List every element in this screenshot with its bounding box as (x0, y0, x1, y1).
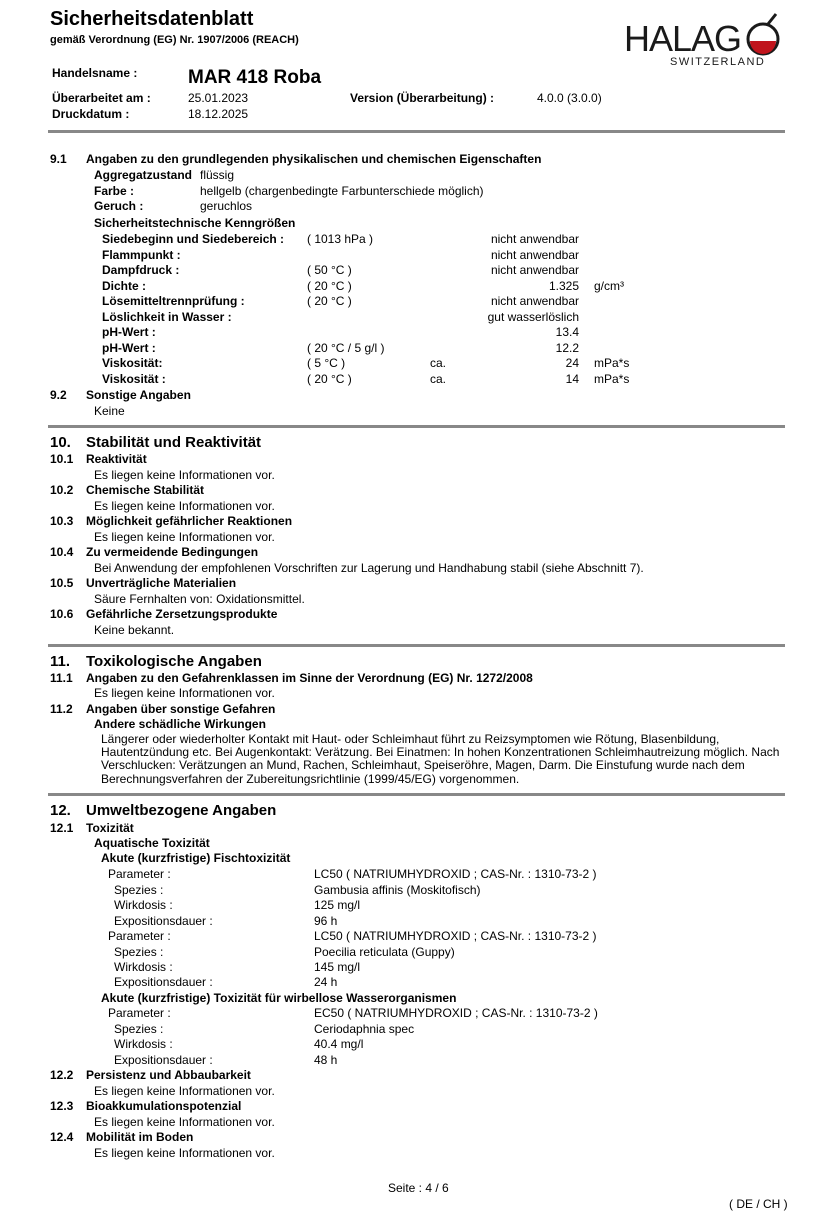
prop-value: nicht anwendbar (490, 232, 579, 246)
section-title: Möglichkeit gefährlicher Reaktionen (86, 514, 293, 528)
section-title: Angaben zu den grundlegenden physikalischen und chemischen Eigenschaften (86, 152, 542, 166)
section-title: Reaktivität (86, 452, 147, 466)
dose-value: 145 mg/l (314, 960, 361, 974)
print-date: 18.12.2025 (188, 107, 249, 121)
halag-logo (620, 8, 790, 72)
prop-label: Dichte : (102, 279, 147, 293)
chapter-number: 10. (50, 434, 71, 451)
prop-label: Lösemitteltrennprüfung : (102, 294, 245, 308)
species-value: Ceriodaphnia spec (314, 1022, 415, 1036)
duration-label: Expositionsdauer : (114, 1053, 213, 1067)
prop-approx: ca. (430, 372, 447, 386)
subsection-heading: Aquatische Toxizität (94, 836, 210, 850)
duration-label: Expositionsdauer : (114, 975, 213, 989)
section-title: Sonstige Angaben (86, 388, 191, 402)
section-text: Keine (94, 404, 125, 418)
dose-value: 40.4 mg/l (314, 1037, 364, 1051)
print-date-label: Druckdatum : (52, 107, 130, 121)
prop-value: 14 (565, 372, 579, 386)
section-number: 10.5 (50, 576, 74, 590)
section-number: 12.3 (50, 1099, 74, 1113)
header-divider (48, 130, 785, 133)
section-title: Toxizität (86, 821, 134, 835)
prop-label: Viskosität : (102, 372, 166, 386)
param-value: LC50 ( NATRIUMHYDROXID ; CAS-Nr. : 1310-73-2 ) (314, 929, 597, 943)
section-number: 12.2 (50, 1068, 74, 1082)
dose-value: 125 mg/l (314, 898, 361, 912)
section-title: Bioakkumulationspotenzial (86, 1099, 242, 1113)
param-value: LC50 ( NATRIUMHYDROXID ; CAS-Nr. : 1310-73-2 ) (314, 867, 597, 881)
prop-label: pH-Wert : (102, 325, 156, 339)
duration-value: 24 h (314, 975, 338, 989)
logo-word: HALAG (624, 18, 742, 59)
prop-label: Siedebeginn und Siedebereich : (102, 232, 285, 246)
section-number: 12.1 (50, 821, 74, 835)
chapter-title: Stabilität und Reaktivität (86, 434, 262, 451)
section-text: Es liegen keine Informationen vor. (94, 530, 275, 544)
param-label: Parameter : (108, 1006, 171, 1020)
section-number: 10.1 (50, 452, 74, 466)
section-text: Es liegen keine Informationen vor. (94, 1084, 275, 1098)
document-subtitle: gemäß Verordnung (EG) Nr. 1907/2006 (REACH) (50, 34, 299, 46)
param-value: EC50 ( NATRIUMHYDROXID ; CAS-Nr. : 1310-73-2 ) (314, 1006, 598, 1020)
section-text: Es liegen keine Informationen vor. (94, 1115, 275, 1129)
section-title: Angaben zu den Gefahrenklassen im Sinne der Verordnung (EG) Nr. 1272/2008 (86, 671, 533, 685)
prop-condition: ( 20 °C / 5 g/l ) (307, 341, 385, 355)
version-value: 4.0.0 (3.0.0) (537, 91, 602, 105)
prop-label: pH-Wert : (102, 341, 156, 355)
trade-name-label: Handelsname : (52, 66, 138, 80)
section-title: Chemische Stabilität (86, 483, 205, 497)
dose-label: Wirkdosis : (114, 960, 173, 974)
section-number: 10.2 (50, 483, 74, 497)
property-value: hellgelb (chargenbedingte Farbunterschiede möglich) (200, 184, 484, 198)
prop-condition: ( 20 °C ) (307, 294, 352, 308)
prop-label: Viskosität: (102, 356, 163, 370)
prop-value: 24 (565, 356, 579, 370)
prop-condition: ( 20 °C ) (307, 372, 352, 386)
prop-unit: mPa*s (594, 372, 630, 386)
prop-unit: mPa*s (594, 356, 630, 370)
property-value: flüssig (200, 168, 235, 182)
property-label: Aggregatzustand (94, 168, 193, 182)
version-label: Version (Überarbeitung) : (350, 91, 495, 105)
dose-label: Wirkdosis : (114, 898, 173, 912)
dose-label: Wirkdosis : (114, 1037, 173, 1051)
chapter-number: 11. (50, 653, 71, 670)
prop-approx: ca. (430, 356, 447, 370)
section-number: 12.4 (50, 1130, 74, 1144)
flask-icon (746, 12, 782, 56)
species-value: Gambusia affinis (Moskitofisch) (314, 883, 481, 897)
prop-condition: ( 50 °C ) (307, 263, 352, 277)
section-text: Säure Fernhalten von: Oxidationsmittel. (94, 592, 305, 606)
property-value: geruchlos (200, 199, 253, 213)
section-text: Es liegen keine Informationen vor. (94, 468, 275, 482)
chapter-title: Umweltbezogene Angaben (86, 802, 277, 819)
section-number: 11.2 (50, 702, 73, 716)
prop-value: nicht anwendbar (490, 294, 579, 308)
species-value: Poecilia reticulata (Guppy) (314, 945, 455, 959)
subsection-heading: Akute (kurzfristige) Fischtoxizität (101, 851, 291, 865)
param-label: Parameter : (108, 929, 171, 943)
prop-value: 13.4 (555, 325, 579, 339)
section-divider (48, 793, 785, 796)
prop-value: nicht anwendbar (490, 263, 579, 277)
section-number: 10.3 (50, 514, 74, 528)
section-paragraph: Längerer oder wiederholter Kontakt mit Haut- oder Schleimhaut führt zu Reizsymptomen wie Rötung, Blasenbildung, Hautentzündung etc. Bei Augenkontakt: Verätzung. Bei Einatmen: In hohen Konzentrationen Schleimhautreizung möglich. Nach Verschlucken: Verätzungen an Mund, Rachen, Schleimhaut, Speiseröhre, Magen, Darm. Die Einstufung wurde nach dem Berechnungsverfahren der Zubereitungsrichtlinie (1999/45/EG) vorgenommen. (101, 732, 780, 786)
section-divider (48, 644, 785, 647)
section-number: 9.1 (50, 152, 67, 166)
species-label: Spezies : (114, 883, 164, 897)
section-number: 10.6 (50, 607, 74, 621)
prop-value: gut wasserlöslich (487, 310, 579, 324)
section-number: 10.4 (50, 545, 74, 559)
chapter-title: Toxikologische Angaben (86, 653, 262, 670)
section-text: Es liegen keine Informationen vor. (94, 1146, 275, 1160)
prop-unit: g/cm³ (594, 279, 624, 293)
prop-label: Flammpunkt : (102, 248, 181, 262)
section-divider (48, 425, 785, 428)
prop-condition: ( 1013 hPa ) (307, 232, 374, 246)
prop-value: nicht anwendbar (490, 248, 579, 262)
section-text: Es liegen keine Informationen vor. (94, 499, 275, 513)
species-label: Spezies : (114, 1022, 164, 1036)
section-text: Bei Anwendung der empfohlenen Vorschriften zur Lagerung und Handhabung stabil (siehe Abschnitt 7). (94, 561, 644, 575)
duration-value: 48 h (314, 1053, 338, 1067)
section-title: Persistenz und Abbaubarkeit (86, 1068, 251, 1082)
subsection-heading: Akute (kurzfristige) Toxizität für wirbellose Wasserorganismen (101, 991, 457, 1005)
locale-indicator: ( DE / CH ) (729, 1197, 788, 1211)
page-number: Seite : 4 / 6 (388, 1181, 449, 1195)
subsection-heading: Sicherheitstechnische Kenngrößen (94, 216, 296, 230)
prop-condition: ( 20 °C ) (307, 279, 352, 293)
species-label: Spezies : (114, 945, 164, 959)
duration-label: Expositionsdauer : (114, 914, 213, 928)
subsection-heading: Andere schädliche Wirkungen (94, 717, 266, 731)
revised-date: 25.01.2023 (188, 91, 249, 105)
prop-value: 12.2 (555, 341, 579, 355)
revised-label: Überarbeitet am : (52, 91, 151, 105)
section-title: Angaben über sonstige Gefahren (86, 702, 276, 716)
section-title: Mobilität im Boden (86, 1130, 194, 1144)
section-text: Keine bekannt. (94, 623, 175, 637)
section-title: Zu vermeidende Bedingungen (86, 545, 259, 559)
section-number: 11.1 (50, 671, 73, 685)
prop-label: Löslichkeit in Wasser : (102, 310, 232, 324)
duration-value: 96 h (314, 914, 338, 928)
prop-condition: ( 5 °C ) (307, 356, 346, 370)
document-title: Sicherheitsdatenblatt (50, 8, 254, 30)
property-label: Geruch : (94, 199, 144, 213)
section-text: Es liegen keine Informationen vor. (94, 686, 275, 700)
section-title: Unverträgliche Materialien (86, 576, 237, 590)
prop-label: Dampfdruck : (102, 263, 180, 277)
prop-value: 1.325 (548, 279, 579, 293)
section-title: Gefährliche Zersetzungsprodukte (86, 607, 278, 621)
logo-subtitle: SWITZERLAND (670, 56, 766, 68)
property-label: Farbe : (94, 184, 135, 198)
chapter-number: 12. (50, 802, 71, 819)
param-label: Parameter : (108, 867, 171, 881)
trade-name: MAR 418 Roba (188, 67, 322, 88)
section-number: 9.2 (50, 388, 67, 402)
